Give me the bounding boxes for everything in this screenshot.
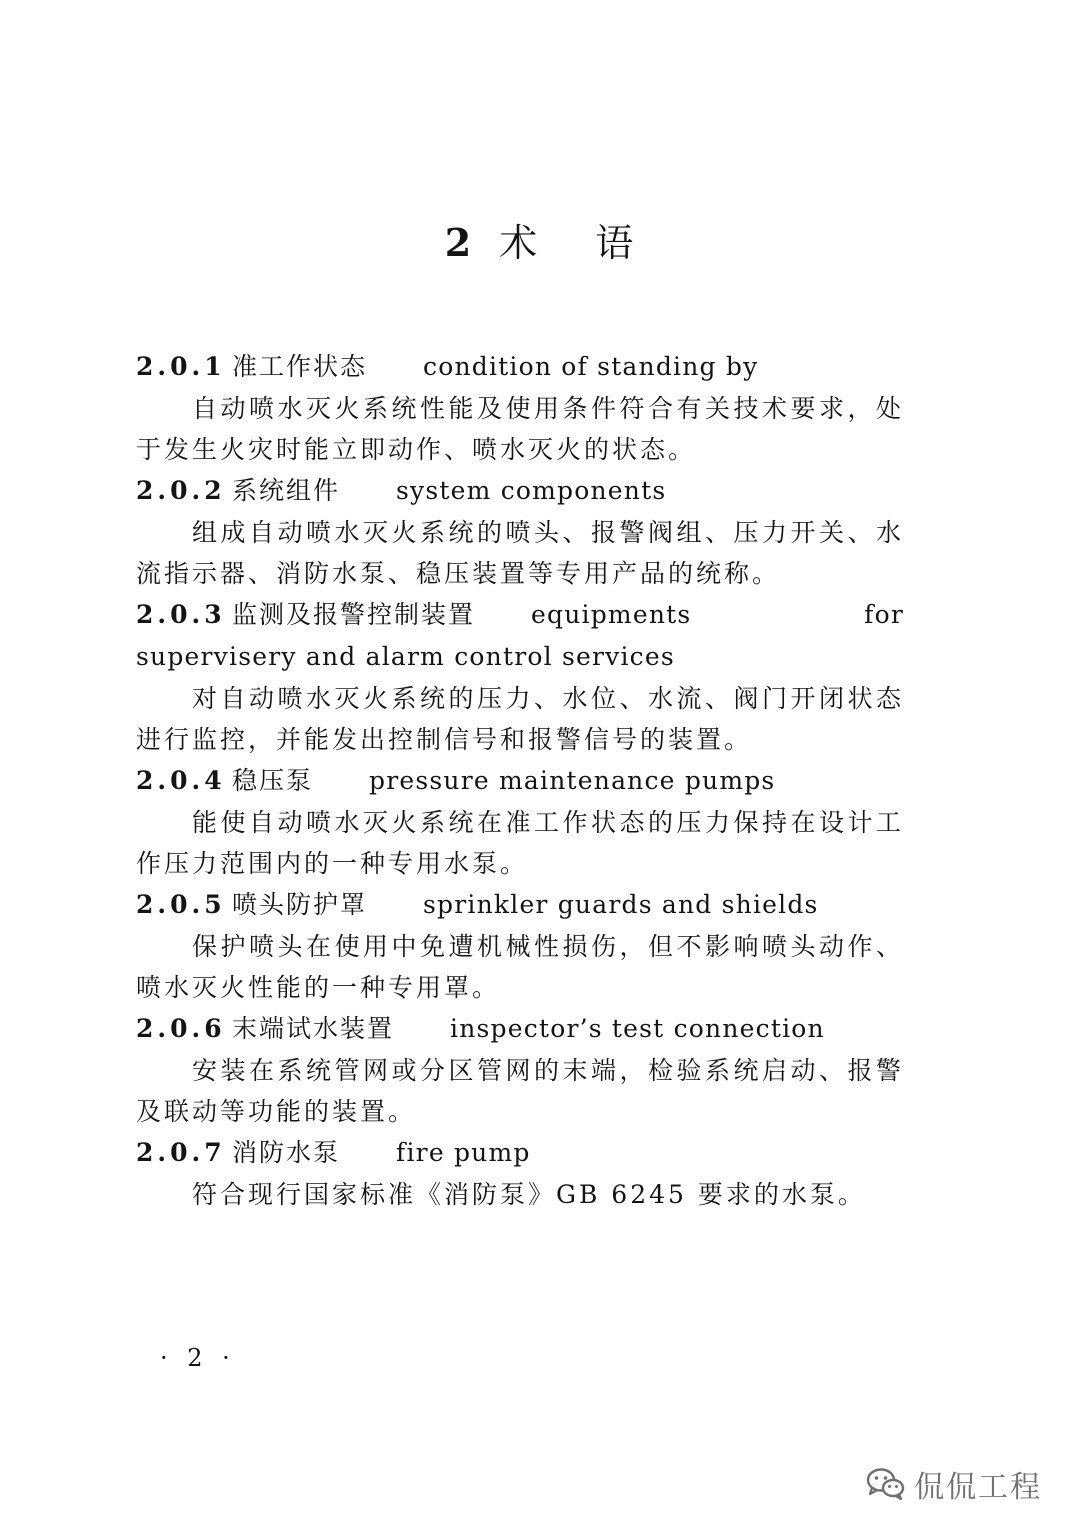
term-definition: 安装在系统管网或分区管网的末端，检验系统启动、报警及联动等功能的装置。 (136, 1056, 904, 1126)
term-definition: 自动喷水灭火系统性能及使用条件符合有关技术要求，处于发生火灾时能立即动作、喷水灭火的状态。 (136, 394, 904, 464)
term-number: 2.0.3 (136, 600, 226, 629)
term-chinese-name: 监测及报警控制装置 (232, 600, 476, 629)
term-definition: 保护喷头在使用中免遭机械性损伤，但不影响喷头动作、喷水灭火性能的一种专用罩。 (136, 932, 904, 1002)
term-definition: 能使自动喷水灭火系统在准工作状态的压力保持在设计工作压力范围内的一种专用水泵。 (136, 808, 904, 878)
chapter-title-part1: 术 (499, 221, 540, 265)
term-heading (136, 760, 904, 802)
term-item (136, 470, 904, 594)
term-number: 2.0.5 (136, 890, 226, 919)
term-english-name: equipments for supervisery and alarm control services (136, 600, 904, 671)
term-item (136, 594, 904, 760)
term-chinese-name: 系统组件 (232, 476, 341, 505)
term-chinese-name: 喷头防护罩 (232, 890, 368, 919)
term-item (136, 346, 904, 470)
term-number: 2.0.2 (136, 476, 226, 505)
term-english-name: sprinkler guards and shields (423, 890, 819, 919)
term-chinese-name: 末端试水装置 (232, 1014, 395, 1043)
term-heading (136, 1008, 904, 1050)
term-heading (136, 594, 904, 678)
term-item (136, 884, 904, 1008)
term-definition: 对自动喷水灭火系统的压力、水位、水流、阀门开闭状态进行监控，并能发出控制信号和报警信号的装置。 (136, 684, 904, 754)
chapter-title-part2: 语 (595, 221, 636, 265)
term-heading (136, 470, 904, 512)
term-heading (136, 346, 904, 388)
chapter-title (0, 218, 1080, 268)
wechat-icon (866, 1467, 906, 1501)
term-item (136, 760, 904, 884)
term-definition: 符合现行国家标准《消防泵》GB 6245 要求的水泵。 (192, 1180, 866, 1209)
term-english-name: pressure maintenance pumps (369, 766, 776, 795)
term-number: 2.0.7 (136, 1138, 226, 1167)
term-english-name: inspector’s test connection (450, 1014, 825, 1043)
term-item (136, 1008, 904, 1132)
term-number: 2.0.4 (136, 766, 226, 795)
chapter-number: 2 (444, 220, 474, 265)
term-item (136, 1132, 904, 1215)
term-chinese-name: 稳压泵 (232, 766, 314, 795)
page-number: · 2 · (160, 1344, 236, 1372)
term-heading (136, 1132, 904, 1174)
term-list (136, 346, 904, 1215)
term-english-name: fire pump (396, 1138, 531, 1167)
term-number: 2.0.6 (136, 1014, 226, 1043)
watermark (866, 1464, 1042, 1504)
watermark-text: 侃侃工程 (914, 1470, 1042, 1505)
term-heading (136, 884, 904, 926)
term-chinese-name: 消防水泵 (232, 1138, 341, 1167)
term-chinese-name: 准工作状态 (232, 352, 368, 381)
term-english-name: condition of standing by (423, 352, 759, 381)
term-definition: 组成自动喷水灭火系统的喷头、报警阀组、压力开关、水流指示器、消防水泵、稳压装置等专用产品的统称。 (136, 518, 904, 588)
term-english-name: system components (396, 476, 667, 505)
term-number: 2.0.1 (136, 352, 226, 381)
